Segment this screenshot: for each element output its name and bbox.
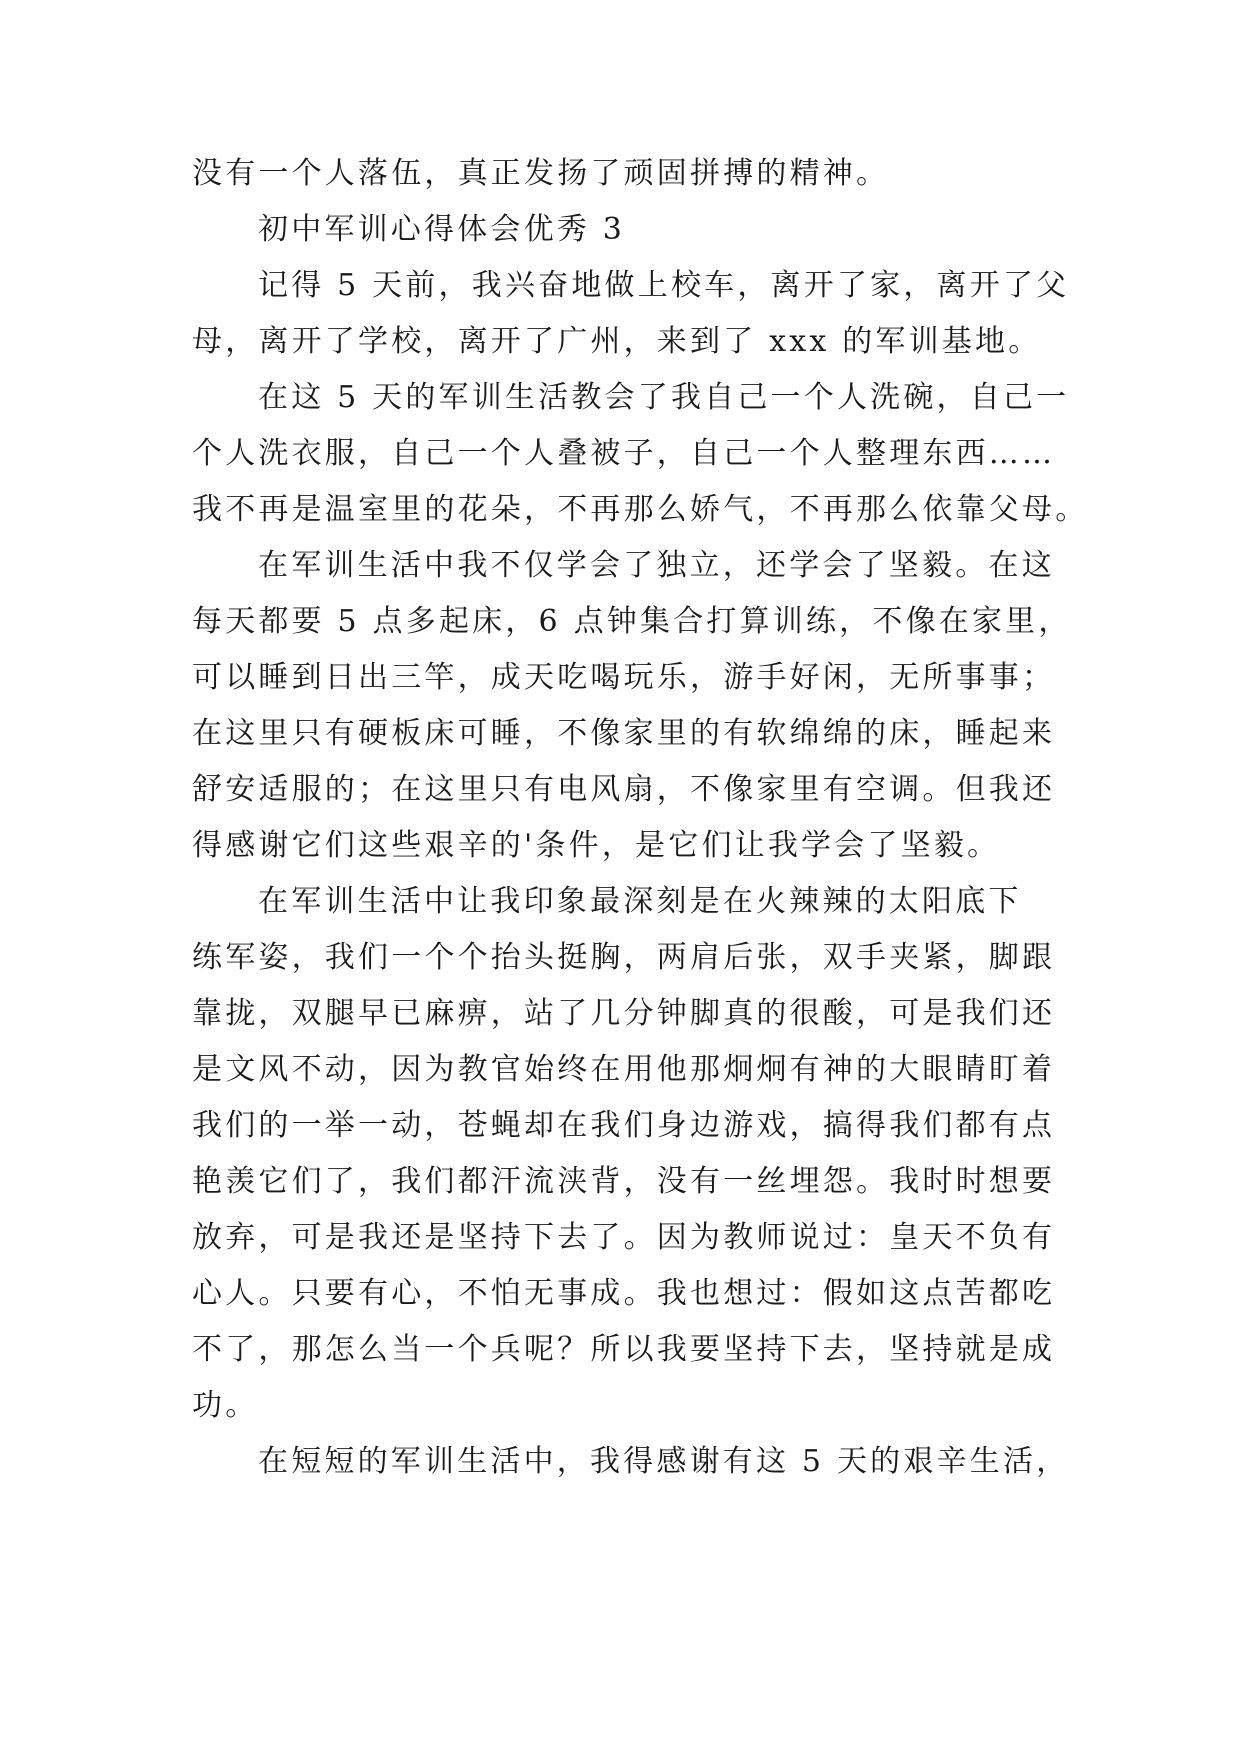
section-heading: 初中军训心得体会优秀 3 bbox=[258, 212, 626, 247]
text-line: 没有一个人落伍，真正发扬了顽固拼搏的精神。 bbox=[192, 156, 890, 191]
text-line: 每天都要 5 点多起床，6 点钟集合打算训练，不像在家里， bbox=[192, 604, 1072, 639]
text-line: 功。 bbox=[192, 1388, 259, 1423]
text-line: 在军训生活中让我印象最深刻是在火辣辣的太阳底下 bbox=[258, 884, 1022, 919]
text-line: 舒安适服的；在这里只有电风扇，不像家里有空调。但我还 bbox=[192, 772, 1056, 807]
text-line: 记得 5 天前，我兴奋地做上校车，离开了家，离开了父 bbox=[258, 268, 1070, 303]
text-line: 在军训生活中我不仅学会了独立，还学会了坚毅。在这 bbox=[258, 548, 1055, 583]
text-line: 不了，那怎么当一个兵呢？所以我要坚持下去，坚持就是成 bbox=[192, 1332, 1056, 1367]
text-line: 可以睡到日出三竿，成天吃喝玩乐，游手好闲，无所事事； bbox=[192, 660, 1056, 695]
text-line: 靠拢，双腿早已麻痹，站了几分钟脚真的很酸，可是我们还 bbox=[192, 996, 1056, 1031]
text-line: 艳羡它们了，我们都汗流浃背，没有一丝埋怨。我时时想要 bbox=[192, 1164, 1056, 1199]
text-line: 得感谢它们这些艰辛的'条件，是它们让我学会了坚毅。 bbox=[192, 828, 1001, 863]
text-line: 个人洗衣服，自己一个人叠被子，自己一个人整理东西…… bbox=[192, 436, 1056, 471]
text-line: 在这 5 天的军训生活教会了我自己一个人洗碗，自己一 bbox=[258, 380, 1070, 415]
text-line: 在这里只有硬板床可睡，不像家里的有软绵绵的床，睡起来 bbox=[192, 716, 1056, 751]
text-line: 我们的一举一动，苍蝇却在我们身边游戏，搞得我们都有点 bbox=[192, 1108, 1056, 1143]
text-line: 母，离开了学校，离开了广州，来到了 xxx 的军训基地。 bbox=[192, 324, 1042, 359]
text-line: 心人。只要有心，不怕无事成。我也想过：假如这点苦都吃 bbox=[192, 1276, 1056, 1311]
text-line: 我不再是温室里的花朵，不再那么娇气，不再那么依靠父母。 bbox=[192, 492, 1089, 527]
text-line: 放弃，可是我还是坚持下去了。因为教师说过：皇天不负有 bbox=[192, 1220, 1056, 1255]
text-line: 是文风不动，因为教官始终在用他那炯炯有神的大眼睛盯着 bbox=[192, 1052, 1056, 1087]
text-line: 在短短的军训生活中，我得感谢有这 5 天的艰辛生活， bbox=[258, 1444, 1070, 1479]
text-line: 练军姿，我们一个个抬头挺胸，两肩后张，双手夹紧，脚跟 bbox=[192, 940, 1056, 975]
